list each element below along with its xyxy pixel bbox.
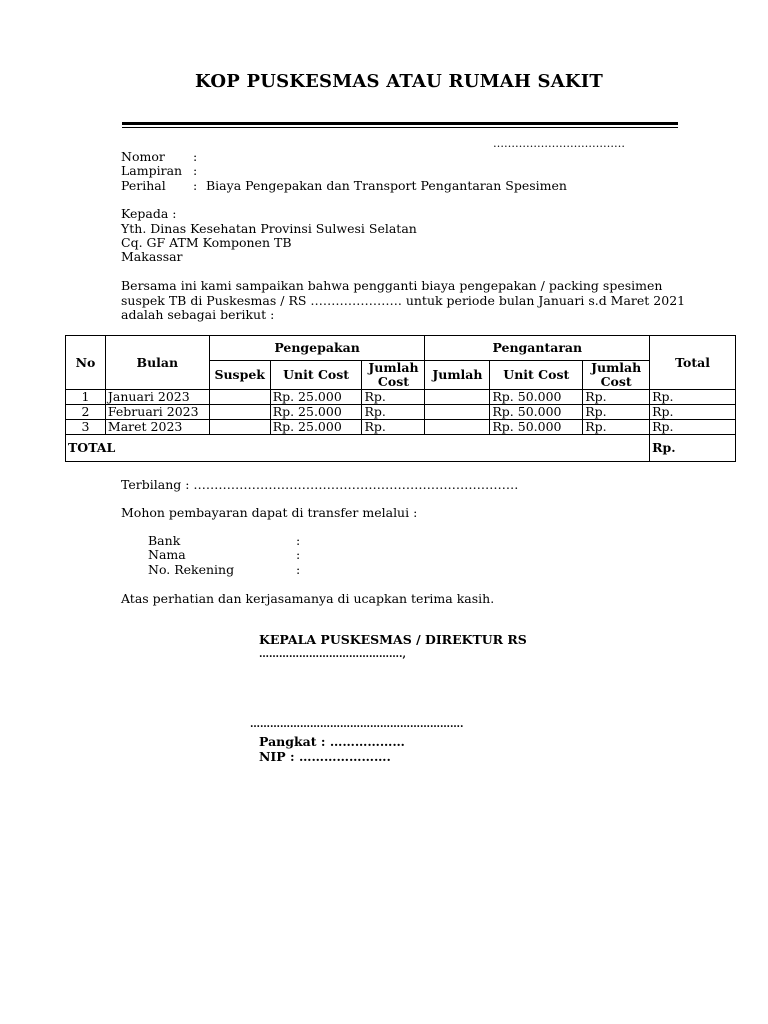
cell-jumlah [425, 420, 490, 435]
payment-colon-bank: : [296, 533, 301, 548]
signature-role: KEPALA PUSKESMAS / DIREKTUR RS [259, 632, 527, 647]
cell-suspek [209, 420, 270, 435]
table-row [66, 420, 736, 435]
document-title: KOP PUSKESMAS ATAU RUMAH SAKIT [195, 71, 603, 92]
header-jumlah: Jumlah [425, 361, 490, 390]
recipient-cq: Cq. GF ATM Komponen TB [121, 235, 292, 250]
intro-line-3: adalah sebagai berikut : [121, 307, 275, 322]
header-total: Total [650, 336, 736, 390]
table-row [66, 405, 736, 420]
cell-jumlah-cost: Rp. [362, 405, 425, 420]
cell-jumlah-cost: Rp. [362, 420, 425, 435]
cell-jumlah-cost-2: Rp. [583, 405, 650, 420]
meta-colon-lampiran: : [193, 163, 198, 178]
cell-unit-cost: Rp. 25.000 [270, 405, 362, 420]
terbilang-line: Terbilang : …………………………………………………………………… [121, 477, 519, 492]
header-pengepakan: Pengepakan [209, 336, 425, 361]
cell-jumlah [425, 405, 490, 420]
header-unit-cost-2: Unit Cost [490, 361, 583, 390]
cell-no: 3 [66, 420, 106, 435]
header-rule-thin [122, 127, 678, 128]
cell-no: 2 [66, 405, 106, 420]
signature-pangkat: Pangkat : ……………… [259, 734, 405, 749]
header-unit-cost: Unit Cost [270, 361, 362, 390]
recipient-name: Yth. Dinas Kesehatan Provinsi Sulwesi Selatan [121, 221, 417, 236]
cell-unit-cost-2: Rp. 50.000 [490, 405, 583, 420]
payment-intro: Mohon pembayaran dapat di transfer melalui : [121, 505, 418, 520]
header-bulan: Bulan [105, 336, 209, 390]
meta-colon-nomor: : [193, 149, 198, 164]
cell-jumlah-cost-2: Rp. [583, 420, 650, 435]
cell-bulan: Maret 2023 [105, 420, 209, 435]
cell-unit-cost: Rp. 25.000 [270, 390, 362, 405]
cell-bulan: Januari 2023 [105, 390, 209, 405]
cell-bulan: Februari 2023 [105, 405, 209, 420]
signature-nip: NIP : …………………. [259, 749, 391, 764]
recipient-city: Makassar [121, 249, 183, 264]
cell-jumlah [425, 390, 490, 405]
cell-jumlah-cost: Rp. [362, 390, 425, 405]
header-no: No [66, 336, 106, 390]
header-suspek: Suspek [209, 361, 270, 390]
meta-value-perihal: Biaya Pengepakan dan Transport Pengantaran Spesimen [206, 178, 567, 193]
date-placeholder: ……………………………… [493, 137, 625, 150]
signature-name-line: ………………………………………………………. [250, 719, 464, 730]
cell-suspek [209, 390, 270, 405]
cell-suspek [209, 405, 270, 420]
meta-label-lampiran: Lampiran [121, 163, 183, 178]
payment-label-bank: Bank [148, 533, 181, 548]
meta-label-perihal: Perihal [121, 178, 166, 193]
table-total-row [66, 435, 736, 462]
cell-jumlah-cost-2: Rp. [583, 390, 650, 405]
total-label: TOTAL [66, 435, 650, 462]
cell-total: Rp. [650, 390, 736, 405]
cell-unit-cost: Rp. 25.000 [270, 420, 362, 435]
closing-text: Atas perhatian dan kerjasamanya di ucapkan terima kasih. [121, 591, 495, 606]
cell-total: Rp. [650, 405, 736, 420]
payment-colon-nama: : [296, 547, 301, 562]
cell-unit-cost-2: Rp. 50.000 [490, 390, 583, 405]
total-value: Rp. [650, 435, 736, 462]
meta-colon-perihal: : [193, 178, 198, 193]
signature-place-line: ……………………………………., [259, 649, 406, 660]
header-jumlah-cost-2: Jumlah Cost [583, 361, 650, 390]
cell-total: Rp. [650, 420, 736, 435]
payment-colon-rekening: : [296, 562, 301, 577]
payment-label-rekening: No. Rekening [148, 562, 235, 577]
table-row [66, 390, 736, 405]
cell-unit-cost-2: Rp. 50.000 [490, 420, 583, 435]
intro-line-2: suspek TB di Puskesmas / RS …………………. untuk periode bulan Januari s.d Maret 2021 [121, 293, 686, 308]
cost-table [65, 335, 736, 462]
intro-line-1: Bersama ini kami sampaikan bahwa pengganti biaya pengepakan / packing spesimen [121, 278, 663, 293]
cell-no: 1 [66, 390, 106, 405]
header-jumlah-cost: Jumlah Cost [362, 361, 425, 390]
meta-label-nomor: Nomor [121, 149, 165, 164]
header-pengantaran: Pengantaran [425, 336, 650, 361]
payment-label-nama: Nama [148, 547, 186, 562]
recipient-kepada: Kepada : [121, 206, 177, 221]
header-rule-thick [122, 122, 678, 125]
